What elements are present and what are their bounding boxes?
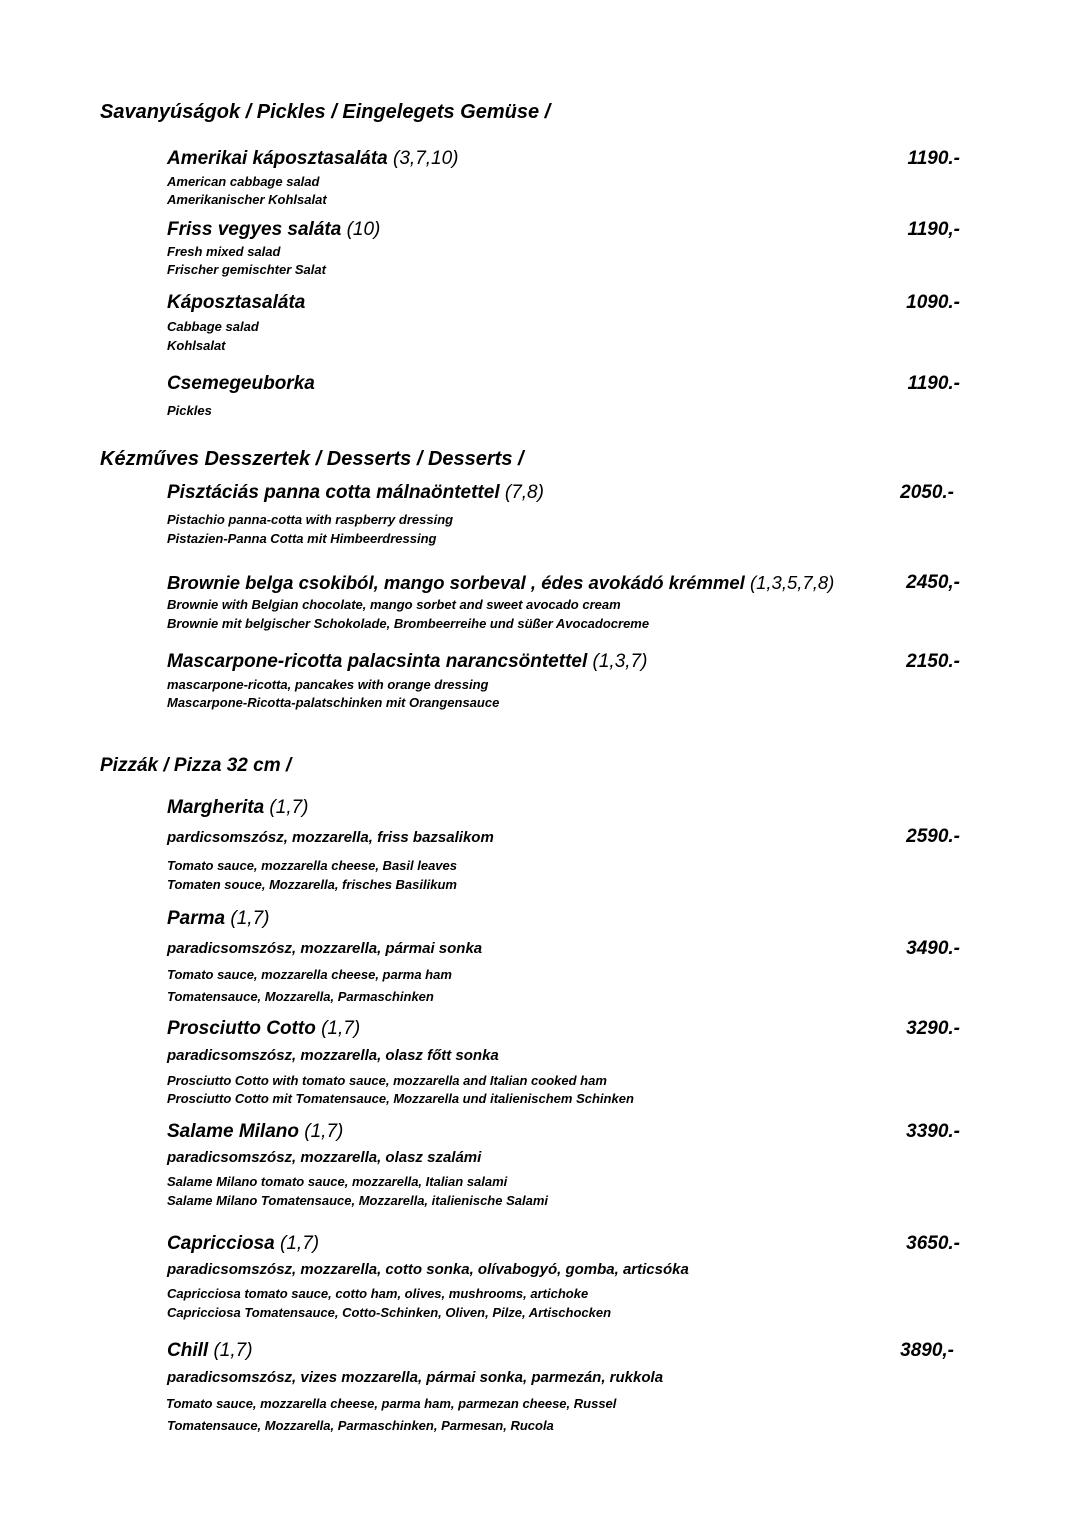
item-price: 3290.- — [906, 1018, 960, 1039]
item-ingredients-hu: paradicsomszósz, mozzarella, olasz főtt sonka — [167, 1047, 499, 1064]
item-price: 1090.- — [906, 292, 960, 313]
item-ingredients-hu: pardicsomszósz, mozzarella, friss bazsalikom — [167, 829, 494, 846]
item-desc-de: Salame Milano Tomatensauce, Mozzarella, italienische Salami — [167, 1193, 548, 1208]
item-price: 2590.- — [906, 826, 960, 847]
item-price: 3390.- — [906, 1121, 960, 1142]
allergen-codes: (1,3,7) — [592, 651, 648, 672]
item-price: 3890,- — [900, 1340, 954, 1361]
item-desc-de: Kohlsalat — [167, 338, 226, 353]
item-name: Salame Milano (1,7) — [167, 1121, 344, 1142]
item-price: 3650.- — [906, 1233, 960, 1254]
allergen-codes: (1,7) — [321, 1018, 361, 1039]
item-ingredients-hu: paradicsomszósz, vizes mozzarella, pármai sonka, parmezán, rukkola — [167, 1369, 664, 1386]
allergen-codes: (7,8) — [504, 482, 544, 503]
allergen-codes: (1,7) — [213, 1340, 253, 1361]
section-title-pizza: Pizzák / Pizza 32 cm / — [100, 755, 292, 776]
item-price: 1190.- — [907, 148, 960, 169]
item-desc-en: Pistachio panna-cotta with raspberry dressing — [167, 512, 454, 527]
item-desc-en: Tomato sauce, mozzarella cheese, Basil leaves — [167, 858, 457, 873]
allergen-codes: (1,7) — [230, 908, 270, 929]
item-name: Csemegeuborka — [167, 373, 315, 394]
item-desc-de: Amerikanischer Kohlsalat — [167, 192, 327, 207]
item-desc-de: Tomatensauce, Mozzarella, Parmaschinken, Parmesan, Rucola — [167, 1418, 554, 1433]
allergen-codes: (3,7,10) — [393, 148, 459, 169]
section-title-pickles: Savanyúságok / Pickles / Eingelegets Gemüse / — [100, 101, 551, 123]
item-desc-en: Pickles — [167, 403, 212, 418]
item-name: Amerikai káposztasaláta (3,7,10) — [167, 148, 459, 169]
allergen-codes: (1,3,5,7,8) — [749, 572, 835, 593]
item-name: Káposztasaláta — [167, 292, 306, 313]
item-price: 2450,- — [906, 572, 960, 593]
item-price: 1190,- — [907, 219, 960, 240]
item-desc-de: Capricciosa Tomatensauce, Cotto-Schinken, Oliven, Pilze, Artischocken — [167, 1305, 612, 1320]
item-desc-en: American cabbage salad — [167, 174, 320, 189]
item-desc-en: Salame Milano tomato sauce, mozzarella, Italian salami — [167, 1174, 508, 1189]
allergen-codes: (1,7) — [304, 1121, 344, 1142]
item-name: Mascarpone-ricotta palacsinta narancsöntettel (1,3,7) — [167, 651, 648, 672]
allergen-codes: (1,7) — [280, 1233, 320, 1254]
item-name: Pisztáciás panna cotta málnaöntettel (7,8) — [167, 482, 544, 503]
allergen-codes: (10) — [346, 219, 381, 240]
item-desc-de: Tomaten souce, Mozzarella, frisches Basilikum — [167, 877, 457, 892]
item-desc-en: Tomato sauce, mozzarella cheese, parma ham, parmezan cheese, Russel — [166, 1396, 617, 1411]
item-desc-de: Brownie mit belgischer Schokolade, Brombeerreihe und süßer Avocadocreme — [167, 616, 650, 631]
allergen-codes: (1,7) — [269, 797, 309, 818]
item-name: Brownie belga csokiból, mango sorbeval , édes avokádó krémmel (1,3,5,7,8) — [167, 572, 835, 593]
item-price: 3490.- — [906, 938, 960, 959]
item-desc-en: mascarpone-ricotta, pancakes with orange dressing — [167, 677, 489, 692]
item-desc-en: Prosciutto Cotto with tomato sauce, mozzarella and Italian cooked ham — [167, 1073, 607, 1088]
section-title-desserts: Kézműves Desszertek / Desserts / Desserts / — [100, 448, 524, 470]
item-desc-en: Fresh mixed salad — [167, 244, 281, 259]
item-desc-en: Tomato sauce, mozzarella cheese, parma ham — [167, 967, 452, 982]
item-price: 1190.- — [907, 373, 960, 394]
item-name: Capricciosa (1,7) — [167, 1233, 320, 1254]
item-desc-de: Prosciutto Cotto mit Tomatensauce, Mozzarella und italienischem Schinken — [167, 1091, 634, 1106]
item-name: Margherita (1,7) — [167, 797, 309, 818]
item-desc-de: Frischer gemischter Salat — [167, 262, 326, 277]
item-desc-en: Cabbage salad — [167, 319, 259, 334]
item-name: Parma (1,7) — [167, 908, 270, 929]
item-ingredients-hu: paradicsomszósz, mozzarella, olasz szalámi — [167, 1149, 482, 1166]
item-name: Friss vegyes saláta (10) — [167, 219, 381, 240]
item-name: Prosciutto Cotto (1,7) — [167, 1018, 361, 1039]
item-price: 2050.- — [900, 482, 954, 503]
item-desc-de: Pistazien-Panna Cotta mit Himbeerdressing — [167, 531, 437, 546]
item-desc-en: Capricciosa tomato sauce, cotto ham, olives, mushrooms, artichoke — [167, 1286, 589, 1301]
item-ingredients-hu: paradicsomszósz, mozzarella, cotto sonka, olívabogyó, gomba, articsóka — [167, 1261, 689, 1278]
item-desc-de: Tomatensauce, Mozzarella, Parmaschinken — [167, 989, 434, 1004]
item-price: 2150.- — [906, 651, 960, 672]
item-desc-en: Brownie with Belgian chocolate, mango sorbet and sweet avocado cream — [167, 597, 621, 612]
item-ingredients-hu: paradicsomszósz, mozzarella, pármai sonka — [167, 940, 483, 957]
item-desc-de: Mascarpone-Ricotta-palatschinken mit Orangensauce — [167, 695, 500, 710]
item-name: Chill (1,7) — [167, 1340, 253, 1361]
